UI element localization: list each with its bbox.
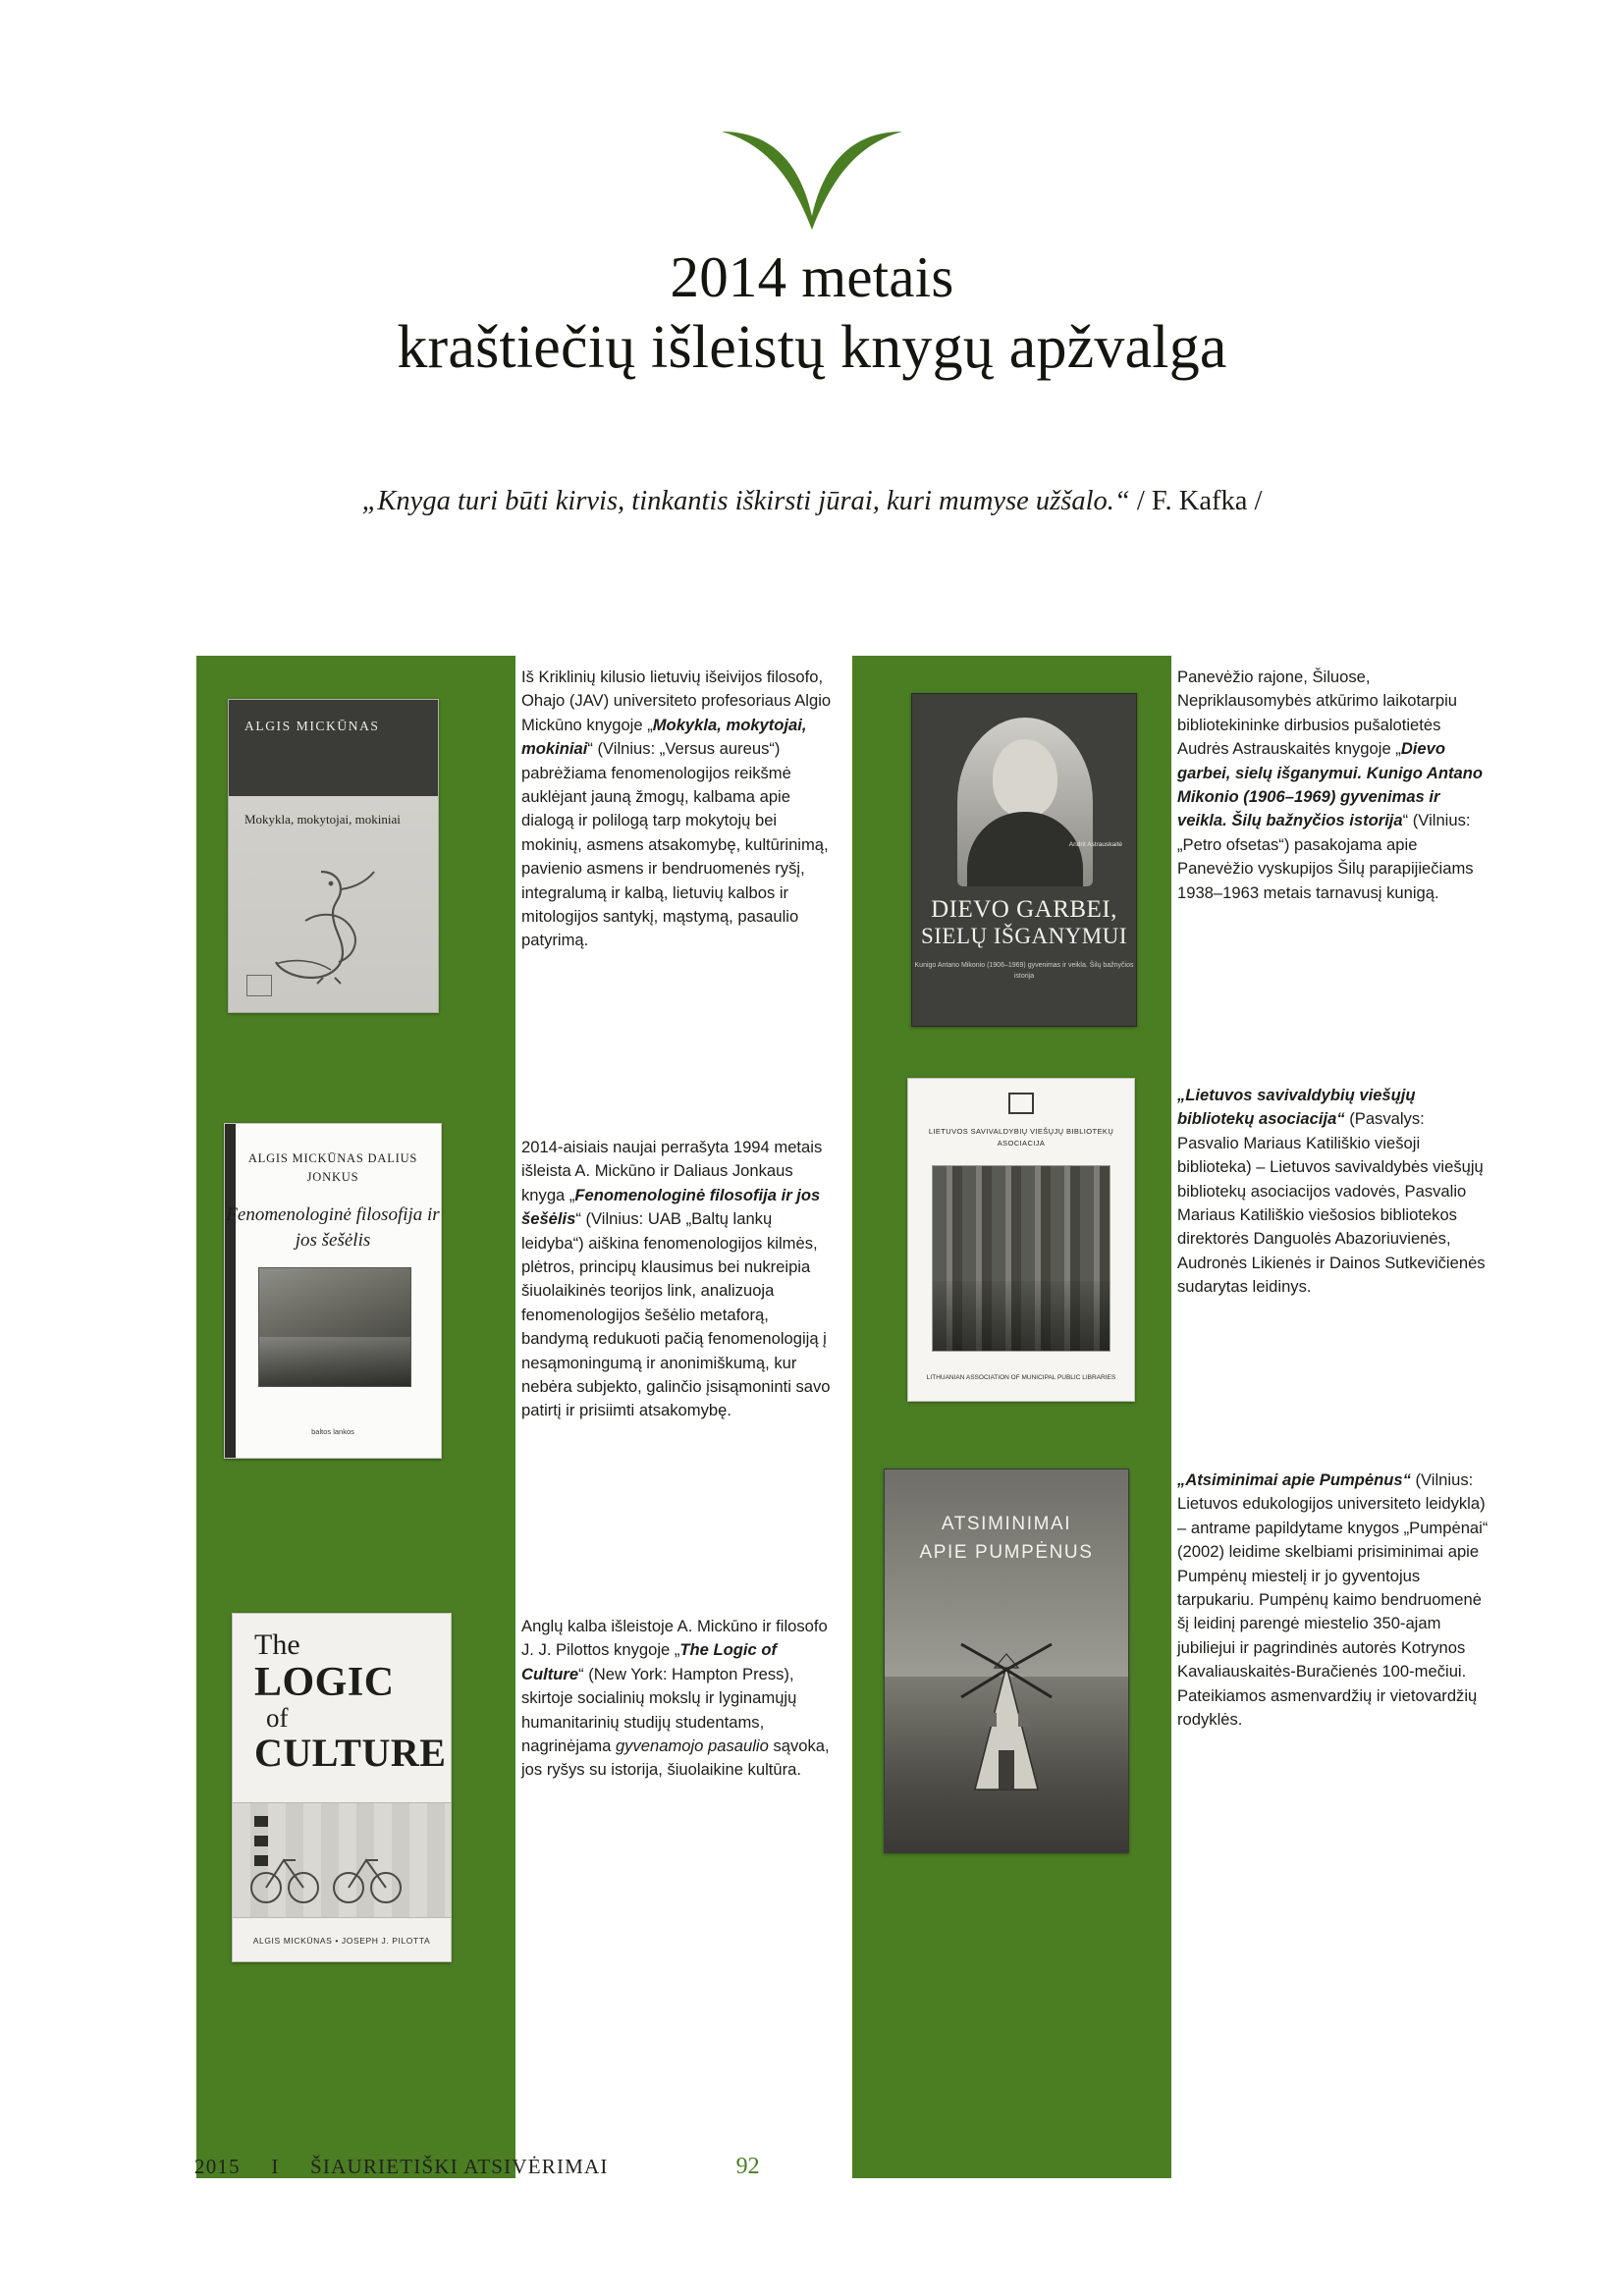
epigraph — [0, 486, 1624, 517]
title-line-1: 2014 metais — [670, 244, 954, 309]
title-line-2: kraštiečių išleistų knygų apžvalga — [397, 313, 1227, 381]
footer-dot-icon-2: ◆ — [288, 2161, 302, 2177]
article-text-5 — [1177, 1084, 1489, 1300]
article-text-6 — [1177, 1468, 1489, 1732]
heron-illustration — [262, 862, 409, 985]
article-3-paragraph: Anglų kalba išleistoje A. Mickūno ir filosofo J. J. Pilottos knygoje „The Logic of Culture“ (New York: Hampton Press), skirtoje socialinių mokslų ir lyginamųjų humanitarinių studijų studentams, nagrinėjama gyvenamojo pasaulio sąvoka, jos ryšys su istorija, šiuolaikine kultūra. — [521, 1617, 830, 1780]
cover5-title: LIETUVOS SAVIVALDYBIŲ VIEŠŲJŲ BIBLIOTEKŲ ASOCIACIJA — [928, 1127, 1114, 1148]
dievo-garbei-cover — [911, 693, 1137, 1027]
book-logo-icon — [1008, 1093, 1034, 1114]
windmill-illustration — [944, 1640, 1069, 1797]
cover4-title-1: DIEVO GARBEI, — [931, 896, 1117, 923]
footer-year: 2015 — [194, 2155, 241, 2178]
cover4-title — [912, 896, 1136, 949]
cover3-title-1: The — [254, 1629, 300, 1661]
cover6-title-1: ATSIMINIMAI — [941, 1514, 1072, 1534]
article-6-paragraph: „Atsiminimai apie Pumpėnus“ (Vilnius: Lietuvos edukologijos universiteto leidykla) – antrame papildytame knygos „Pumpėnai“ (2002) leidime skelbiami prisiminimai apie Pumpėnų miestelį ir jo gyventojus tarpukariu. Pumpėnų kaimo bendruomenė šį leidinį parengė miestelio 350-ajam jubiliejui ir pagrindinės autorės Kotrynos Kavaliauskaitės-Buračienės 100-mečiui. Pateikiamos asmenvardžių ir vietovardžių rodyklės. — [1177, 1470, 1489, 1729]
cover3-authors: ALGIS MICKŪNAS • JOSEPH J. PILOTTA — [252, 1936, 431, 1946]
article-text-3 — [521, 1615, 834, 1783]
epigraph-quote: „Knyga turi būti kirvis, tinkantis iškirsti jūrai, kuri mumyse užšalo.“ — [361, 486, 1130, 516]
cover3-square-3 — [254, 1855, 268, 1866]
the-logic-of-culture-cover — [232, 1613, 452, 1962]
cover2-author: ALGIS MICKŪNAS DALIUS JONKUS — [247, 1151, 418, 1184]
cover3-square-1 — [254, 1816, 268, 1827]
cover1-title: Mokykla, mokytojai, mokiniai — [244, 812, 401, 827]
epigraph-author: / F. Kafka / — [1136, 486, 1263, 516]
mokykla-mokytojai-mokiniai-cover — [228, 699, 439, 1013]
cover2-title: Fenomenologinė filosofija ir jos šešėlis — [226, 1204, 440, 1251]
article-2-paragraph: 2014-aisiais naujai perrašyta 1994 metais išleista A. Mickūno ir Daliaus Jonkaus knyga „Fenomenologinė filosofija ir jos šešėlis“ (Vilnius: UAB „Baltų lankų leidyba“) aiškina fenomenologijos kilmės, plėtros, principų klausimus bei nukreipia šiuolaikinės teorijos link, analizuoja fenomenologijos šešėlio metaforą, bandymą redukuoti pačią fenomenologiją į nesąmoningumą ir anonimiškumą, kur nebėra subjekto, galinčio įsisąmoninti savo patirtį ir prisiimti atsakomybę. — [521, 1138, 831, 1420]
article-4-paragraph: Panevėžio rajone, Šiluose, Nepriklausomybės atkūrimo laikotarpiu bibliotekininke dirbusios pušalotietės Audrės Astrauskaitės knygoje „Dievo garbei, sielų išganymui. Kunigo Antano Mikonio (1906–1969) gyvenimas ir veikla. Šilų bažnyčios istorija“ (Vilnius: „Petro ofsetas“) pasakojama apie Panevėžio vyskupijos Šilų parapijiečiams 1938–1963 metais tarnavusį kunigą. — [1177, 667, 1484, 902]
footer-issue: I — [271, 2155, 280, 2178]
article-5-paragraph: „Lietuvos savivaldybių viešųjų bibliotekų asociacija“ (Pasvalys: Pasvalio Mariaus Katiliškio viešoji biblioteka) – Lietuvos savivaldybės viešųjų bibliotekų asociacijos vadovės, Pasvalio Mariaus Katiliškio viešosios bibliotekos direktorės Danguolės Abazoriuvienės, Audronės Likienės ir Dainos Sutkevičienės sudarytas leidinys. — [1177, 1086, 1486, 1297]
cover3-title-2: LOGIC — [254, 1659, 395, 1705]
cover4-portrait-face — [993, 739, 1057, 818]
cover3-title — [254, 1629, 446, 1774]
cover3-title-4: CULTURE — [254, 1730, 447, 1775]
cover4-portrait — [957, 718, 1093, 886]
fenomenologine-filosofija-cover — [224, 1123, 442, 1459]
leaf-ornament — [714, 126, 910, 234]
page-title — [0, 243, 1624, 384]
cover4-title-2: SIELŲ IŠGANYMUI — [920, 924, 1128, 948]
cover5-footer: LITHUANIAN ASSOCIATION OF MUNICIPAL PUBLIC LIBRARIES — [926, 1373, 1116, 1381]
article-text-4 — [1177, 666, 1489, 905]
cover4-photo-caption: Andrit Astrauskaitė — [1068, 841, 1122, 848]
cover3-square-2 — [254, 1836, 268, 1846]
footer-dot-icon-1: ◆ — [248, 2161, 263, 2177]
article-text-2 — [521, 1136, 834, 1423]
cover4-subtitle: Kunigo Antano Mikonio (1906–1969) gyvenimas ir veikla. Šilų bažnyčios istorija — [914, 962, 1134, 980]
atsiminimai-apie-pumpenus-cover — [884, 1468, 1129, 1853]
cover1-author: ALGIS MICKŪNAS — [244, 719, 380, 733]
footer-page-number: 92 — [735, 2154, 760, 2179]
cover1-publisher-mark — [246, 975, 272, 996]
cover5-photo — [932, 1165, 1110, 1352]
article-1-paragraph: Iš Kriklinių kilusio lietuvių išeivijos filosofo, Ohajo (JAV) universiteto profesoriaus Algio Mickūno knygoje „Mokykla, mokytojai, mokiniai“ (Vilnius: „Versus aureus“) pabrėžiama fenomenologijos reikšmė auklėjant jauną žmogų, kalbama apie dialogą ir polilogą tarp mokytojų bei mokinių, asmens atsakomybę, kultūrinimą, pavienio asmens ir bendruomenės ryšį, integralumą ir kalbą, lietuvių kalbos ir mitologijos santykį, mąstymą, pasaulio patyrimą. — [521, 667, 832, 950]
cover6-title-2: APIE PUMPĖNUS — [919, 1541, 1094, 1563]
biblioteku-asociacija-cover — [907, 1078, 1135, 1402]
page-footer — [194, 2154, 1430, 2180]
cover2-photo — [258, 1267, 411, 1387]
cover4-portrait-body — [967, 812, 1083, 886]
cover3-title-3: of — [266, 1703, 289, 1734]
cover6-title — [885, 1511, 1128, 1567]
cover1-header-band — [229, 700, 438, 796]
article-text-1 — [521, 666, 834, 953]
cover2-publisher: baltos lankos — [311, 1427, 354, 1436]
footer-journal: ŠIAURIETIŠKI ATSIVĖRIMAI — [310, 2155, 609, 2178]
